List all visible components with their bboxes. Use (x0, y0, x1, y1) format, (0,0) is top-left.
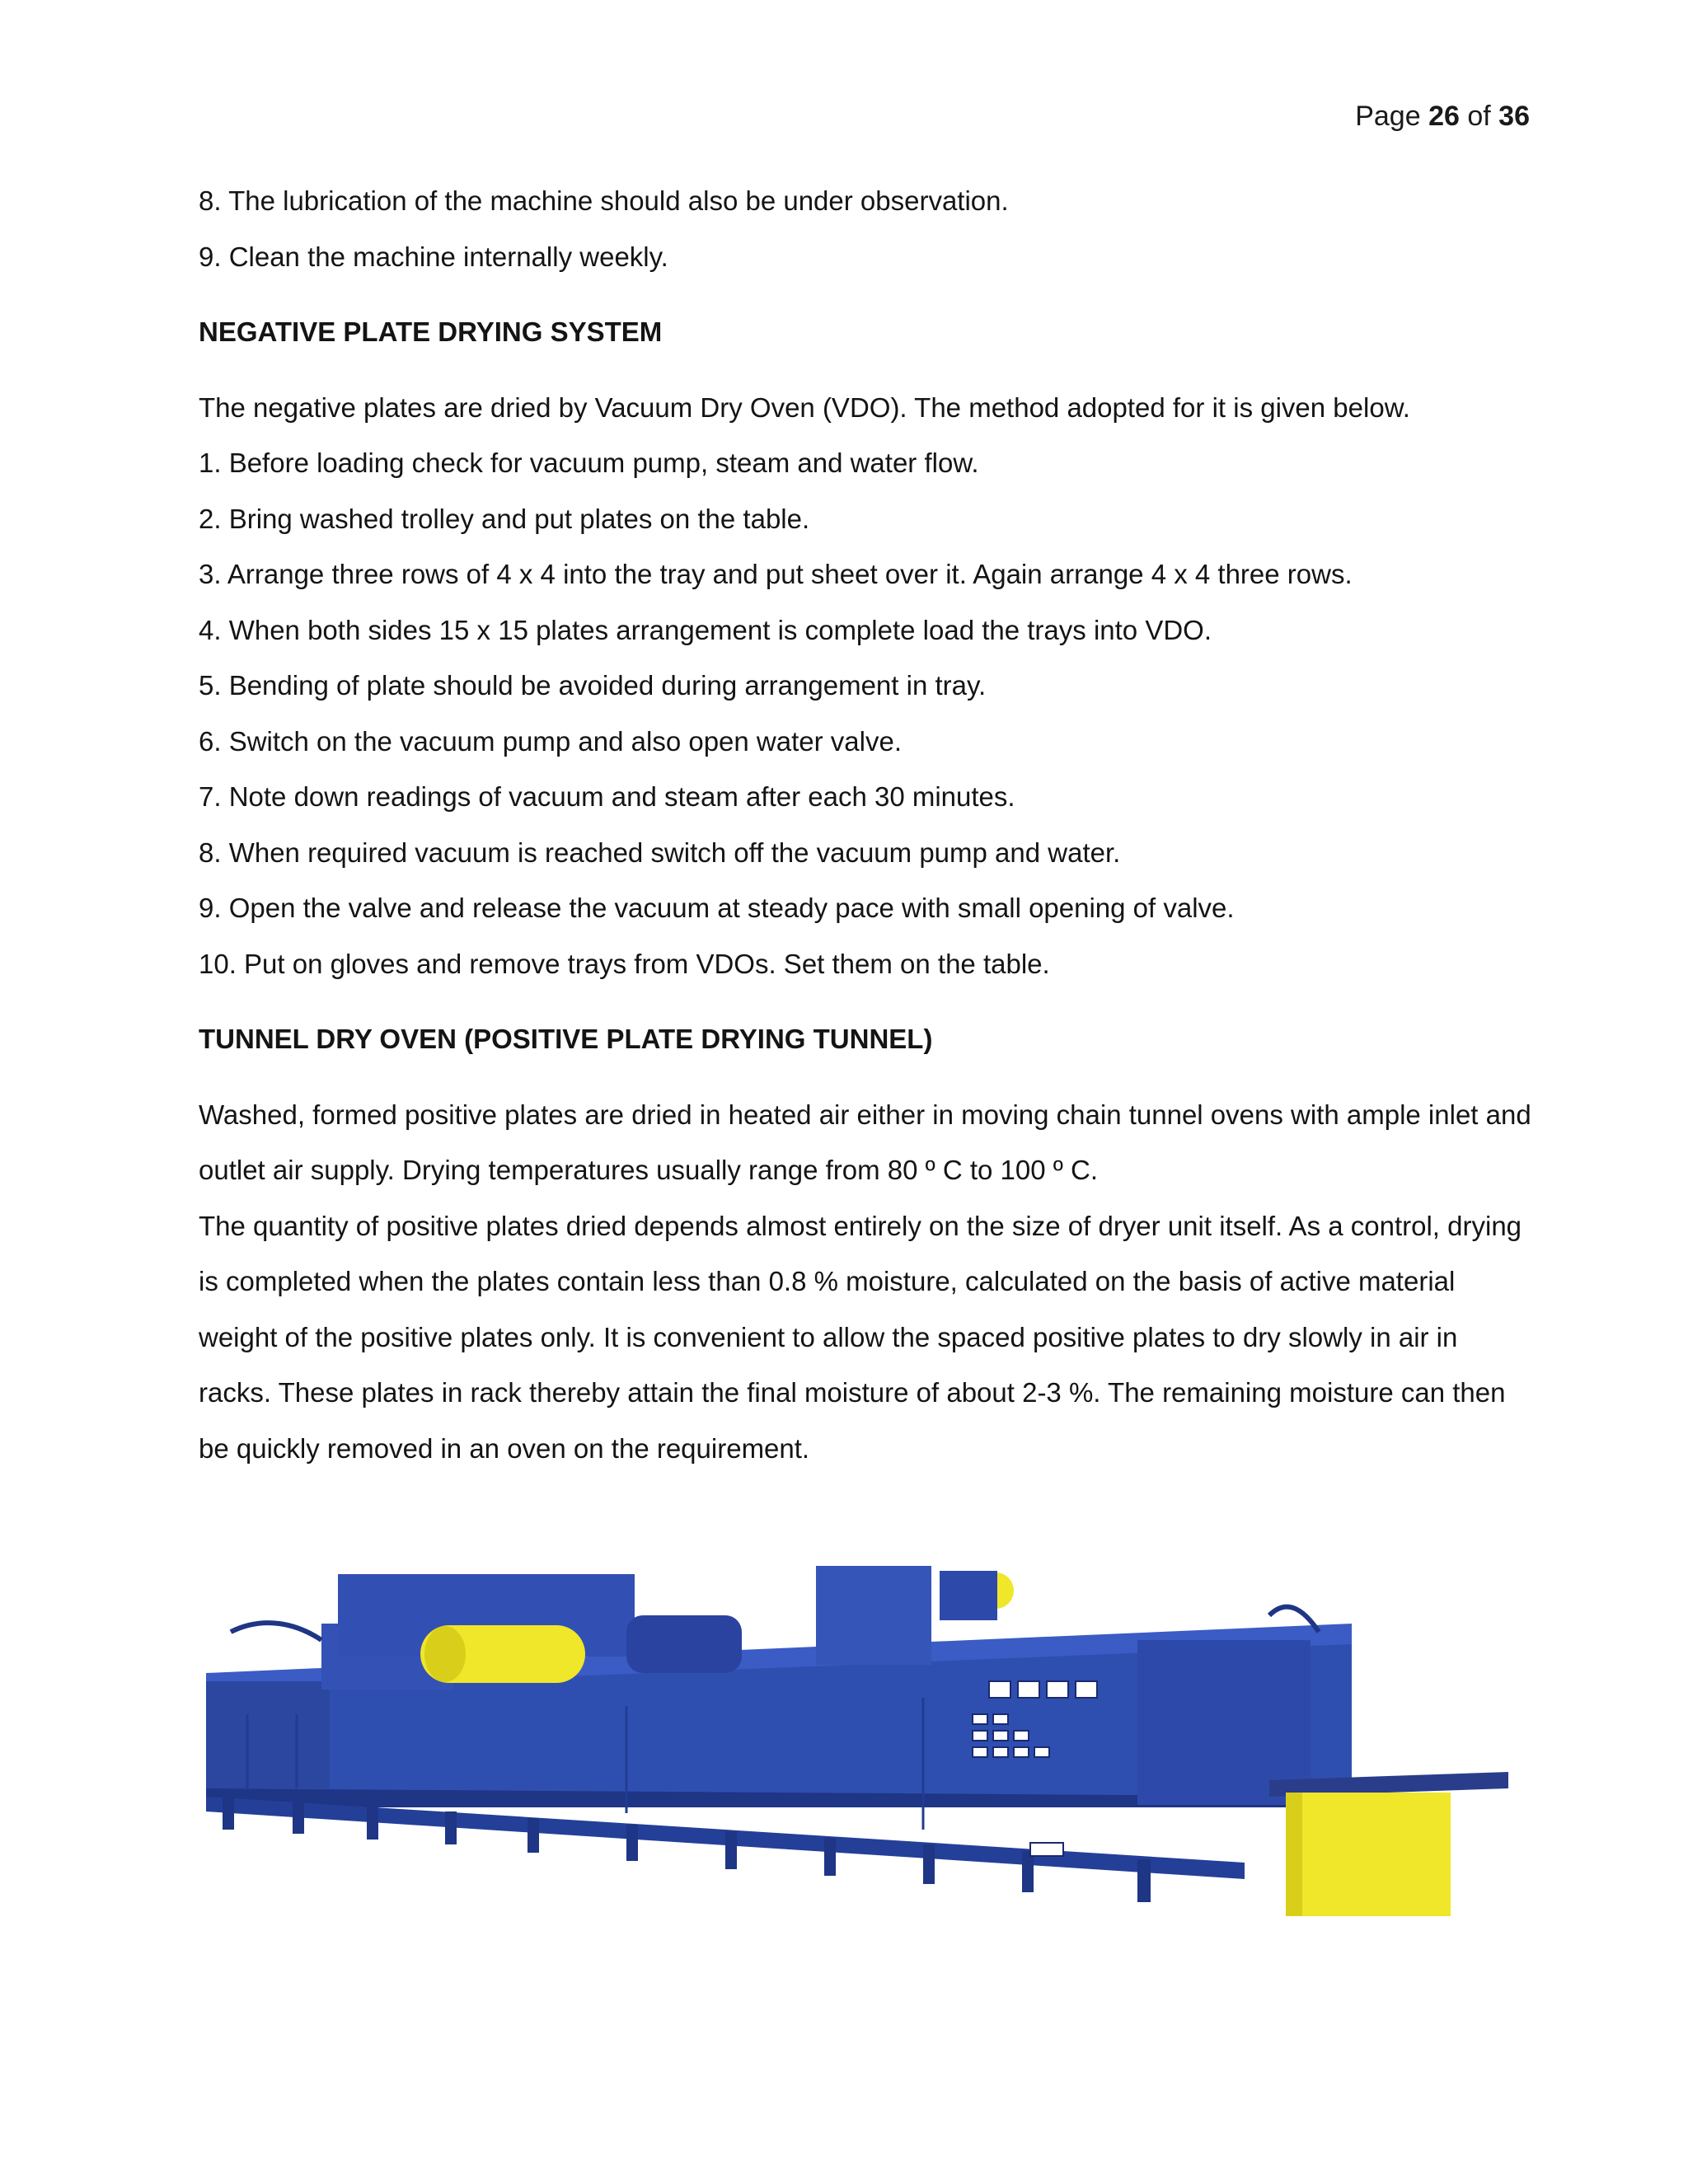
list-item: 4. When both sides 15 x 15 plates arrangement is complete load the trays into VDO. (199, 614, 1212, 645)
paragraph: Washed, formed positive plates are dried in heated air either in moving chain tunnel ovens with ample inlet and outlet air supply. Drying temperatures usually range from 80 º C to 100 º C. (199, 1099, 1531, 1185)
list-item: 2. Bring washed trolley and put plates on the table. (199, 503, 810, 534)
page-prefix: Page (1355, 101, 1421, 132)
list-item: 6. Switch on the vacuum pump and also open water valve. (199, 725, 902, 757)
list-item: 3. Arrange three rows of 4 x 4 into the tray and put sheet over it. Again arrange 4 x 4 three rows. (199, 559, 1353, 589)
section-heading-negative-plate: NEGATIVE PLATE DRYING SYSTEM (199, 316, 663, 347)
list-item: 5. Bending of plate should be avoided during arrangement in tray. (199, 670, 987, 701)
page-total: 36 (1498, 101, 1530, 132)
paragraph: The quantity of positive plates dried depends almost entirely on the size of dryer unit itself. As a control, drying is completed when the plates contain less than 0.8 % moisture, calculated on the basis of active material weight of the positive plates only. It is convenient to allow the spaced positive plates to dry slowly in air in racks. These plates in rack thereby attain the final moisture of about 2-3 %. The remaining moisture can then be quickly removed in an oven on the requirement. (199, 1210, 1522, 1464)
page-number (1355, 101, 1530, 133)
list-item: 8. When required vacuum is reached switch off the vacuum pump and water. (199, 837, 1121, 868)
list-item: 9. Open the valve and release the vacuum at steady pace with small opening of valve. (199, 893, 1235, 923)
list-item: 10. Put on gloves and remove trays from VDOs. Set them on the table. (199, 948, 1050, 979)
list-item: 1. Before loading check for vacuum pump, steam and water flow. (199, 448, 979, 478)
section-intro: The negative plates are dried by Vacuum Dry Oven (VDO). The method adopted for it is given below. (199, 391, 1410, 423)
list-item: 7. Note down readings of vacuum and steam after each 30 minutes. (199, 781, 1015, 812)
page-current: 26 (1428, 101, 1460, 132)
document-body (199, 173, 1534, 1476)
page-of: of (1467, 101, 1491, 132)
list-item: 8. The lubrication of the machine should also be under observation. (199, 185, 1009, 216)
list-item: 9. Clean the machine internally weekly. (199, 241, 668, 272)
tunnel-dry-oven-image (198, 1549, 1517, 2019)
section-heading-tunnel-dry-oven: TUNNEL DRY OVEN (POSITIVE PLATE DRYING TUNNEL) (199, 1024, 933, 1054)
